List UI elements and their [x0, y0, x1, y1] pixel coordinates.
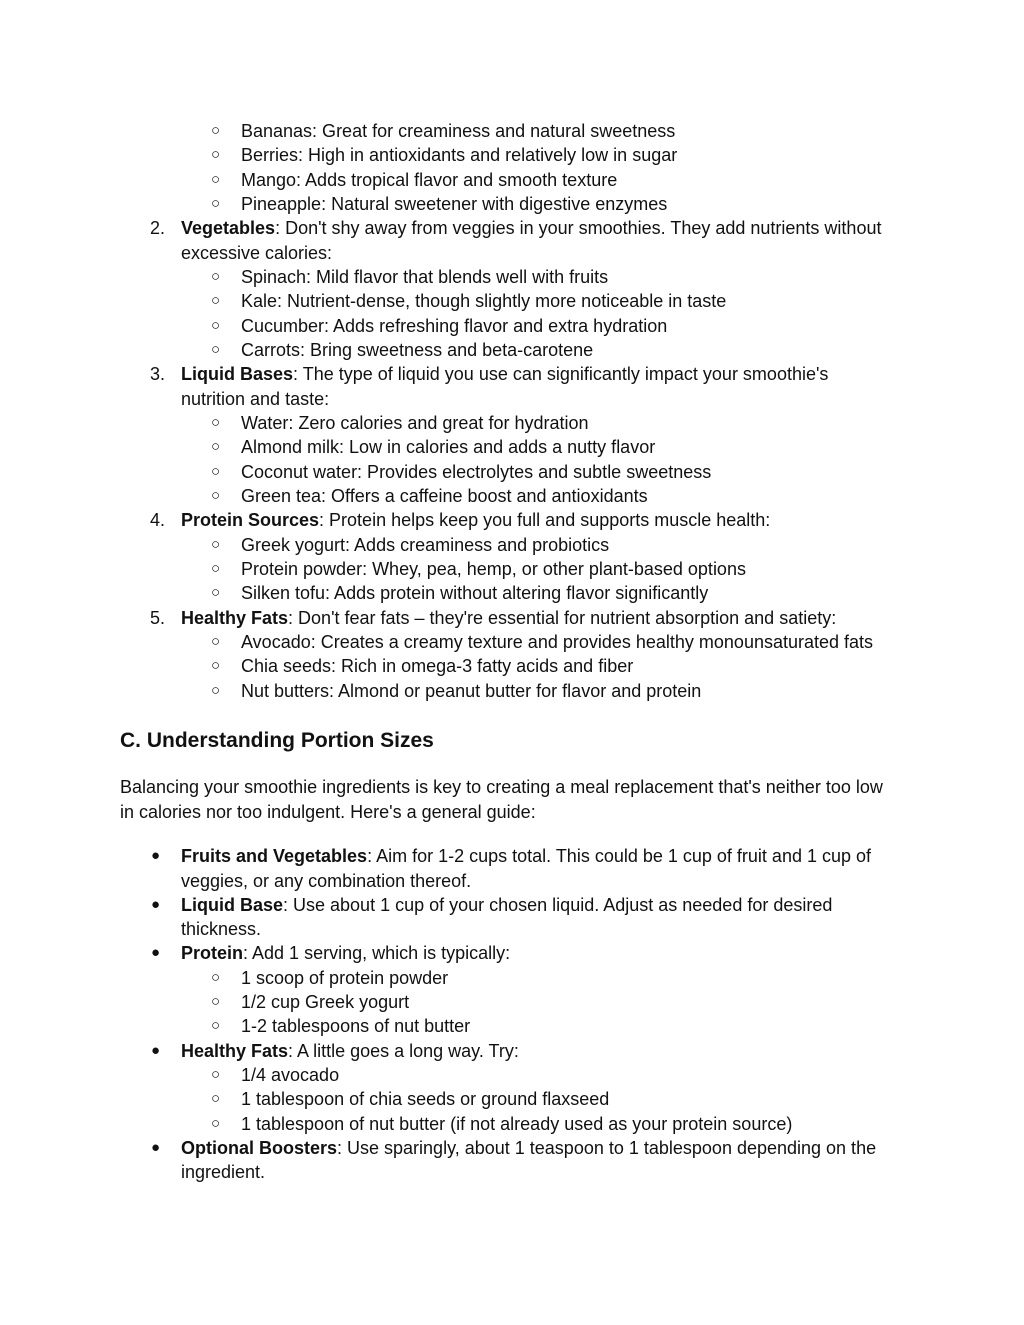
sub-bullet-marker: ○ — [211, 414, 221, 431]
sub-bullet-marker: ○ — [211, 195, 221, 212]
sub-list-item: Avocado: Creates a creamy texture and provides healthy monounsaturated fats — [241, 632, 874, 652]
list-number: 4. — [150, 510, 166, 530]
sub-list-item: 1/2 cup Greek yogurt — [241, 992, 410, 1012]
bullet-item-line — [181, 941, 510, 965]
sub-bullet-marker: ○ — [211, 341, 221, 358]
sub-list-item: Almond milk: Low in calories and adds a nutty flavor — [241, 437, 656, 457]
sub-list-item: 1/4 avocado — [241, 1065, 340, 1085]
item-title: Protein — [181, 943, 244, 963]
numbered-item-line — [181, 606, 836, 630]
sub-bullet-marker: ○ — [211, 633, 221, 650]
list-number: 5. — [150, 608, 166, 628]
sub-bullet-marker: ○ — [211, 1090, 221, 1107]
bullet-item-line: veggies, or any combination thereof. — [181, 871, 472, 891]
sub-list-item: Cucumber: Adds refreshing flavor and extra hydration — [241, 316, 668, 336]
sub-list-item: Bananas: Great for creaminess and natural sweetness — [241, 121, 676, 141]
item-title: Fruits and Vegetables — [181, 846, 368, 866]
bullet-item-line — [181, 893, 832, 917]
list-number: 3. — [150, 364, 166, 384]
sub-list-item: Water: Zero calories and great for hydration — [241, 413, 589, 433]
sub-list-item: 1 tablespoon of chia seeds or ground flaxseed — [241, 1089, 610, 1109]
sub-list-item: Pineapple: Natural sweetener with digestive enzymes — [241, 194, 668, 214]
sub-list-item: Coconut water: Provides electrolytes and subtle sweetness — [241, 462, 712, 482]
bullet-item-line — [181, 1039, 519, 1063]
sub-bullet-marker: ○ — [211, 584, 221, 601]
paragraph-line: Balancing your smoothie ingredients is key to creating a meal replacement that's neither too low — [120, 777, 883, 797]
item-title: Protein Sources — [181, 510, 320, 530]
bullet-item-line — [181, 844, 871, 868]
sub-list-item: Carrots: Bring sweetness and beta-carotene — [241, 340, 594, 360]
item-text: : Use sparingly, about 1 teaspoon to 1 tablespoon depending on the — [337, 1138, 877, 1158]
item-title: Liquid Base — [181, 895, 284, 915]
sub-bullet-marker: ○ — [211, 1115, 221, 1132]
item-text: : Aim for 1-2 cups total. This could be 1 cup of fruit and 1 cup of — [367, 846, 872, 866]
numbered-item-line — [181, 508, 770, 532]
bullet-item-line — [181, 1136, 876, 1160]
bullet-marker: ● — [151, 1042, 161, 1059]
sub-bullet-marker: ○ — [211, 487, 221, 504]
item-title: Healthy Fats — [181, 1041, 289, 1061]
sub-list-item: Kale: Nutrient-dense, though slightly more noticeable in taste — [241, 291, 727, 311]
item-text: : The type of liquid you use can significantly impact your smoothie's — [293, 364, 829, 384]
sub-bullet-marker: ○ — [211, 317, 221, 334]
sub-list-item: Greek yogurt: Adds creaminess and probiotics — [241, 535, 610, 555]
bullet-item-line: ingredient. — [181, 1162, 266, 1182]
sub-list-item: Protein powder: Whey, pea, hemp, or other plant-based options — [241, 559, 746, 579]
sub-bullet-marker: ○ — [211, 122, 221, 139]
section-heading: C. Understanding Portion Sizes — [120, 729, 434, 752]
sub-list-item: Mango: Adds tropical flavor and smooth texture — [241, 170, 618, 190]
item-text: : Protein helps keep you full and supports muscle health: — [319, 510, 771, 530]
numbered-item-line: nutrition and taste: — [181, 389, 330, 409]
bullet-item-line: thickness. — [181, 919, 262, 939]
sub-bullet-marker: ○ — [211, 560, 221, 577]
list-number: 2. — [150, 218, 166, 238]
sub-list-item: 1-2 tablespoons of nut butter — [241, 1016, 471, 1036]
item-title: Vegetables — [181, 218, 276, 238]
numbered-item-line: excessive calories: — [181, 243, 333, 263]
sub-list-item: Silken tofu: Adds protein without altering flavor significantly — [241, 583, 709, 603]
item-title: Healthy Fats — [181, 608, 289, 628]
sub-bullet-marker: ○ — [211, 536, 221, 553]
sub-bullet-marker: ○ — [211, 682, 221, 699]
sub-list-item: Chia seeds: Rich in omega-3 fatty acids and fiber — [241, 656, 634, 676]
sub-list-item: Berries: High in antioxidants and relatively low in sugar — [241, 145, 678, 165]
bullet-marker: ● — [151, 944, 161, 961]
item-title: Liquid Bases — [181, 364, 294, 384]
sub-bullet-marker: ○ — [211, 146, 221, 163]
sub-bullet-marker: ○ — [211, 438, 221, 455]
numbered-item-line — [181, 362, 828, 386]
bullet-marker: ● — [151, 847, 161, 864]
paragraph-line: in calories nor too indulgent. Here's a general guide: — [120, 802, 536, 822]
sub-bullet-marker: ○ — [211, 1066, 221, 1083]
item-text: : Don't shy away from veggies in your smoothies. They add nutrients without — [275, 218, 882, 238]
sub-bullet-marker: ○ — [211, 171, 221, 188]
item-text: : Add 1 serving, which is typically: — [243, 943, 511, 963]
sub-list-item: Spinach: Mild flavor that blends well with fruits — [241, 267, 609, 287]
sub-list-item: 1 tablespoon of nut butter (if not already used as your protein source) — [241, 1114, 793, 1134]
sub-bullet-marker: ○ — [211, 1017, 221, 1034]
sub-bullet-marker: ○ — [211, 463, 221, 480]
item-title: Optional Boosters — [181, 1138, 338, 1158]
sub-bullet-marker: ○ — [211, 292, 221, 309]
numbered-item-line — [181, 216, 881, 240]
sub-bullet-marker: ○ — [211, 268, 221, 285]
sub-bullet-marker: ○ — [211, 993, 221, 1010]
bullet-marker: ● — [151, 1139, 161, 1156]
sub-list-item: Green tea: Offers a caffeine boost and antioxidants — [241, 486, 648, 506]
sub-bullet-marker: ○ — [211, 969, 221, 986]
bullet-marker: ● — [151, 896, 161, 913]
sub-list-item: Nut butters: Almond or peanut butter for flavor and protein — [241, 681, 702, 701]
sub-list-item: 1 scoop of protein powder — [241, 968, 449, 988]
item-text: : Use about 1 cup of your chosen liquid. Adjust as needed for desired — [283, 895, 833, 915]
item-text: : Don't fear fats – they're essential for nutrient absorption and satiety: — [288, 608, 837, 628]
sub-bullet-marker: ○ — [211, 657, 221, 674]
item-text: : A little goes a long way. Try: — [288, 1041, 519, 1061]
